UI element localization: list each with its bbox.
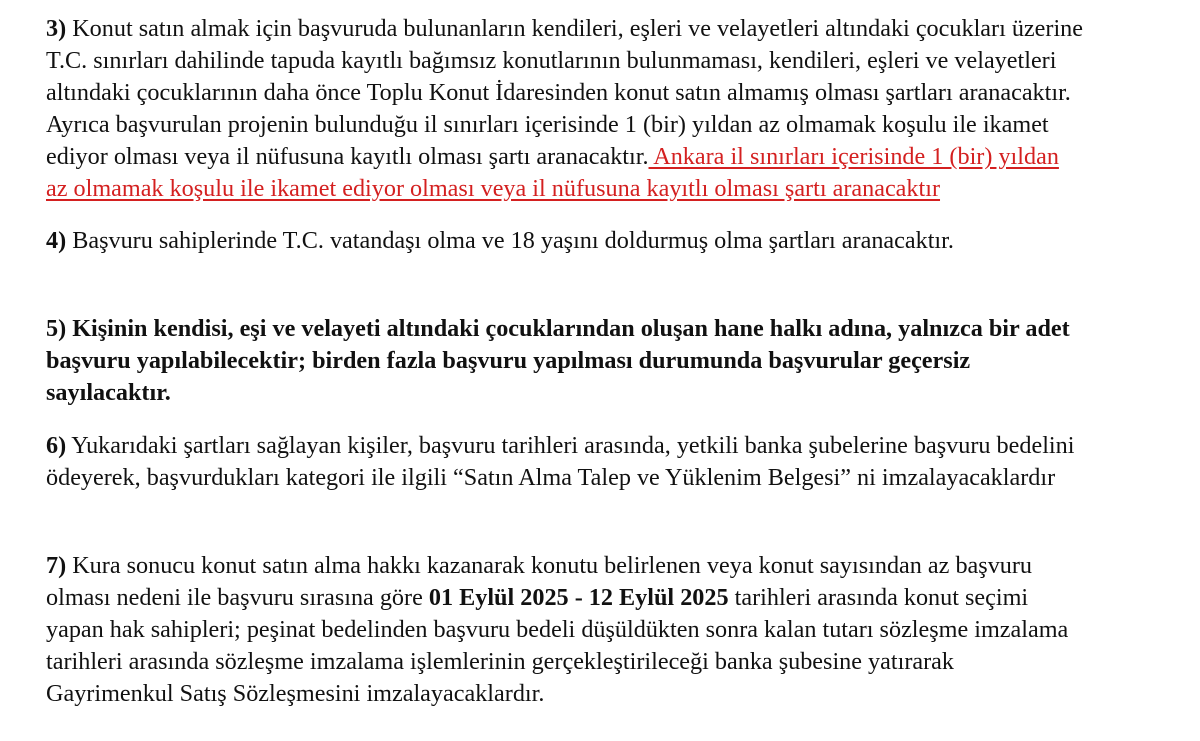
- paragraph-6-text-1: Yukarıdaki şartları sağlayan kişiler, başvuru tarihleri arasında, yetkili banka şubelerine başvuru bedelini: [66, 432, 1075, 459]
- paragraph-7-line-5: Gayrimenkul Satış Sözleşmesini imzalayacaklardır.: [46, 680, 545, 707]
- paragraph-4: [46, 225, 1166, 257]
- paragraph-7-line-2: [46, 582, 1166, 614]
- paragraph-4-text-1: Başvuru sahiplerinde T.C. vatandaşı olma ve 18 yaşını doldurmuş olma şartları aranacaktır.: [66, 227, 954, 254]
- ankara-requirement-highlight-cont: az olmamak koşulu ile ikamet ediyor olması veya il nüfusuna kayıtlı olması şartı aranacaktır: [46, 175, 941, 202]
- paragraph-7: [46, 550, 1166, 710]
- paragraph-7-text-2b: tarihleri arasında konut seçimi: [728, 584, 1029, 611]
- paragraph-7-text-2a: olması nedeni ile başvuru sırasına göre: [46, 584, 429, 611]
- paragraph-4-line-1: [46, 225, 1166, 257]
- paragraph-3-line-4: Ayrıca başvurulan projenin bulunduğu il sınırları içerisinde 1 (bir) yıldan az olmamak koşulu ile ikamet: [46, 111, 1049, 138]
- paragraph-7-text-1: Kura sonucu konut satın alma hakkı kazanarak konutu belirlenen veya konut sayısından az başvuru: [66, 552, 1033, 579]
- paragraph-3-line-6: [46, 173, 1166, 205]
- paragraph-5-line-1: 5) Kişinin kendisi, eşi ve velayeti altındaki çocuklarından oluşan hane halkı adına, yalnızca bir adet: [46, 315, 1070, 342]
- paragraph-7-line-3: yapan hak sahipleri; peşinat bedelinden başvuru bedeli düşüldükten sonra kalan tutarı sözleşme imzalama: [46, 616, 1069, 643]
- paragraph-5-line-3: sayılacaktır.: [46, 379, 171, 406]
- ankara-requirement-highlight: Ankara il sınırları içerisinde 1 (bir) yıldan: [648, 143, 1059, 170]
- paragraph-3-line-2: T.C. sınırları dahilinde tapuda kayıtlı bağımsız konutlarının bulunmaması, kendileri, eşleri ve velayetleri: [46, 47, 1057, 74]
- paragraph-5: [46, 313, 1166, 409]
- paragraph-3-line-3: altındaki çocuklarının daha önce Toplu Konut İdaresinden konut satın almamış olması şartları aranacaktır.: [46, 79, 1071, 106]
- paragraph-6-line-2: ödeyerek, başvurdukları kategori ile ilgili “Satın Alma Talep ve Yüklenim Belgesi” ni imzalayacaklardır: [46, 464, 1056, 491]
- paragraph-6-number: 6): [46, 432, 67, 459]
- paragraph-3-line-1: [46, 13, 1166, 45]
- selection-date-range: 01 Eylül 2025 - 12 Eylül 2025: [428, 584, 729, 611]
- paragraph-4-number: 4): [46, 227, 67, 254]
- paragraph-3: [46, 13, 1166, 205]
- paragraph-3-text-5: ediyor olması veya il nüfusuna kayıtlı olması şartı aranacaktır.: [46, 143, 649, 170]
- paragraph-6: [46, 430, 1166, 494]
- paragraph-3-line-5: [46, 141, 1166, 173]
- paragraph-7-line-4: tarihleri arasında sözleşme imzalama işlemlerinin gerçekleştirileceği banka şubesine yatırarak: [46, 648, 954, 675]
- paragraph-3-text-1: Konut satın almak için başvuruda bulunanların kendileri, eşleri ve velayetleri altındaki çocukları üzerine: [66, 15, 1084, 42]
- paragraph-6-line-1: [46, 430, 1166, 462]
- paragraph-5-line-2: başvuru yapılabilecektir; birden fazla başvuru yapılması durumunda başvurular geçersiz: [46, 347, 971, 374]
- paragraph-7-line-1: [46, 550, 1166, 582]
- paragraph-3-number: 3): [46, 15, 67, 42]
- paragraph-7-number: 7): [46, 552, 67, 579]
